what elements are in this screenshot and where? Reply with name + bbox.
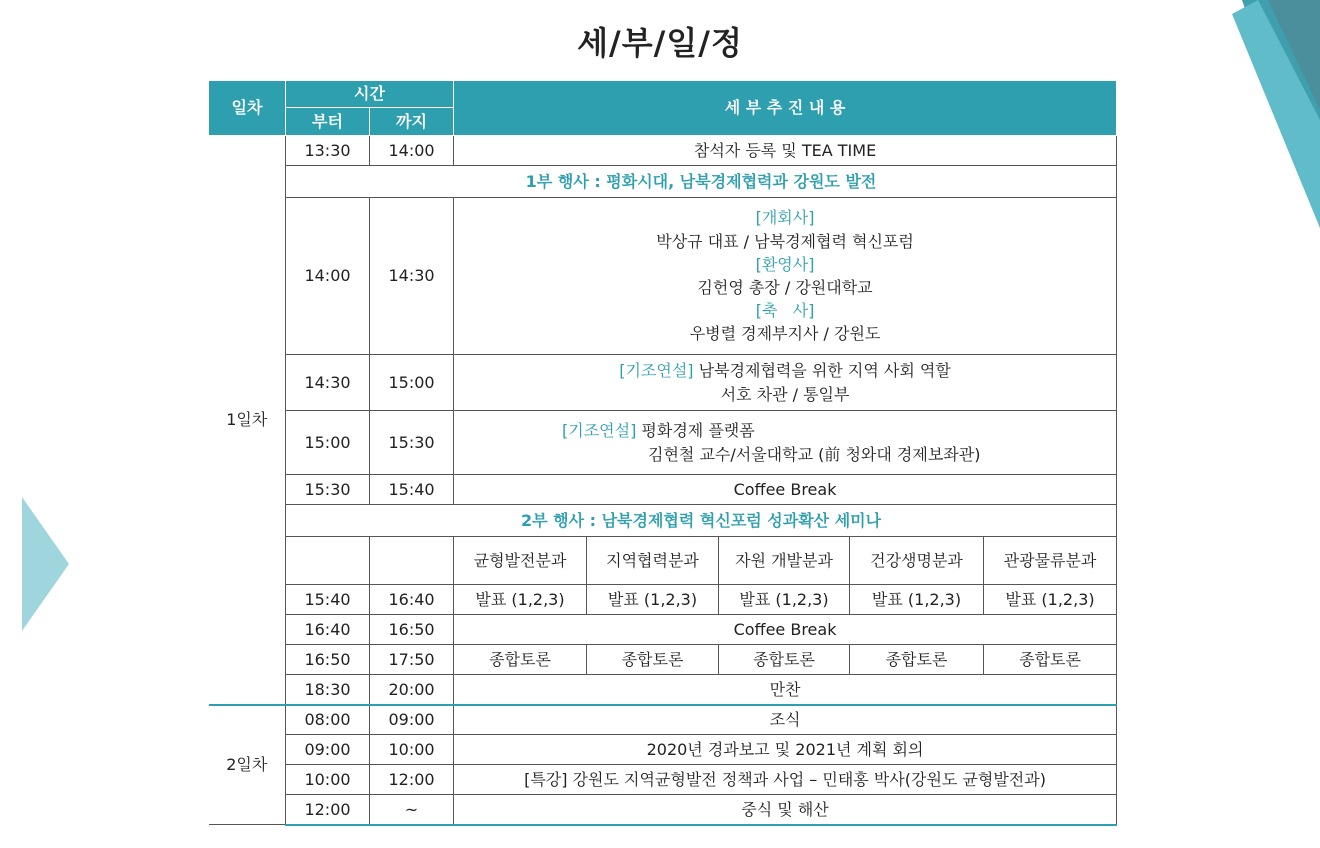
time-from: 18:30 <box>286 675 370 705</box>
time-to: 16:40 <box>370 585 454 615</box>
time-from: 15:30 <box>286 475 370 505</box>
table-row <box>209 411 1117 475</box>
row-content: 만찬 <box>454 675 1117 705</box>
segment-row <box>209 505 1117 537</box>
keynote-topic: 평화경제 플랫폼 <box>636 421 755 441</box>
time-to: ~ <box>370 795 454 825</box>
time-to: 15:30 <box>370 411 454 475</box>
subgroup-cell: 종합토론 <box>719 645 850 675</box>
day-label: 2일차 <box>209 705 286 825</box>
time-from: 12:00 <box>286 795 370 825</box>
keynote-tag: [기조연설] <box>619 361 694 381</box>
table-row <box>209 615 1117 645</box>
row-content: 중식 및 해산 <box>454 795 1117 825</box>
time-to: 12:00 <box>370 765 454 795</box>
program-speaker: 우병렬 경제부지사 / 강원도 <box>689 324 881 344</box>
table-row <box>209 198 1117 355</box>
table-row <box>209 705 1117 735</box>
row-content: 조식 <box>454 705 1117 735</box>
segment-title: 1부 행사 : 평화시대, 남북경제협력과 강원도 발전 <box>286 166 1117 198</box>
subgroup-name: 균형발전분과 <box>454 537 587 585</box>
row-content: 2020년 경과보고 및 2021년 계획 회의 <box>454 735 1117 765</box>
time-from: 16:50 <box>286 645 370 675</box>
subgroup-cell: 종합토론 <box>454 645 587 675</box>
keynote-speaker: 김현철 교수/서울대학교 (前 청와대 경제보좌관) <box>648 444 981 464</box>
header-from: 부터 <box>286 108 370 136</box>
time-from: 09:00 <box>286 735 370 765</box>
subgroup-cell: 종합토론 <box>850 645 984 675</box>
keynote-1 <box>454 355 1117 411</box>
table-row <box>209 355 1117 411</box>
time-to: 16:50 <box>370 615 454 645</box>
table-row <box>209 475 1117 505</box>
subgroup-name: 지역협력분과 <box>587 537 719 585</box>
time-to: 15:40 <box>370 475 454 505</box>
header-to: 까지 <box>370 108 454 136</box>
program-tag: [환영사] <box>755 254 815 274</box>
table-row <box>209 645 1117 675</box>
keynote-2 <box>454 411 1117 475</box>
page-title: 세/부/일/정 <box>577 24 743 62</box>
subgroup-cell: 발표 (1,2,3) <box>719 585 850 615</box>
program-speaker: 김헌영 총장 / 강원대학교 <box>697 278 873 297</box>
decor-left-triangle <box>22 497 70 631</box>
row-content: Coffee Break <box>454 475 1117 505</box>
table-row <box>209 136 1117 166</box>
subgroup-row <box>209 537 1117 585</box>
subgroup-cell: 발표 (1,2,3) <box>984 585 1117 615</box>
segment-row <box>209 166 1117 198</box>
subgroup-cell: 발표 (1,2,3) <box>454 585 587 615</box>
schedule-table <box>208 80 1117 826</box>
header-day: 일차 <box>209 81 286 136</box>
time-to-empty <box>370 537 454 585</box>
program-tag: [개회사] <box>755 208 815 228</box>
header-time: 시간 <box>286 81 454 108</box>
time-from: 10:00 <box>286 765 370 795</box>
keynote-speaker: 서호 차관 / 통일부 <box>720 384 850 404</box>
row-content: 참석자 등록 및 TEA TIME <box>454 136 1117 166</box>
table-row <box>209 735 1117 765</box>
program-tag: [축 사] <box>755 301 815 321</box>
row-content: Coffee Break <box>454 615 1117 645</box>
time-from: 13:30 <box>286 136 370 166</box>
time-to: 20:00 <box>370 675 454 705</box>
time-to: 14:00 <box>370 136 454 166</box>
table-row <box>209 795 1117 825</box>
time-from: 14:30 <box>286 355 370 411</box>
table-row <box>209 675 1117 705</box>
keynote-topic: 남북경제협력을 위한 지역 사회 역할 <box>693 361 951 381</box>
subgroup-cell: 발표 (1,2,3) <box>850 585 984 615</box>
time-from: 16:40 <box>286 615 370 645</box>
table-row <box>209 765 1117 795</box>
opening-program <box>454 198 1117 355</box>
time-to: 09:00 <box>370 705 454 735</box>
time-from-empty <box>286 537 370 585</box>
subgroup-cell: 종합토론 <box>587 645 719 675</box>
program-speaker: 박상규 대표 / 남북경제협력 혁신포럼 <box>656 231 914 251</box>
time-from: 15:40 <box>286 585 370 615</box>
segment-title: 2부 행사 : 남북경제협력 혁신포럼 성과확산 세미나 <box>286 505 1117 537</box>
subgroup-name: 건강생명분과 <box>850 537 984 585</box>
time-to: 17:50 <box>370 645 454 675</box>
keynote-tag: [기조연설] <box>562 421 637 441</box>
day-label: 1일차 <box>209 136 286 705</box>
row-content: [특강] 강원도 지역균형발전 정책과 사업 – 민태홍 박사(강원도 균형발전과) <box>454 765 1117 795</box>
header-content: 세 부 추 진 내 용 <box>454 81 1117 136</box>
time-to: 10:00 <box>370 735 454 765</box>
time-to: 14:30 <box>370 198 454 355</box>
subgroup-cell: 발표 (1,2,3) <box>587 585 719 615</box>
table-row <box>209 585 1117 615</box>
time-from: 14:00 <box>286 198 370 355</box>
subgroup-name: 자원 개발분과 <box>719 537 850 585</box>
time-from: 15:00 <box>286 411 370 475</box>
header-row-1 <box>209 81 1117 108</box>
time-to: 15:00 <box>370 355 454 411</box>
subgroup-name: 관광물류분과 <box>984 537 1117 585</box>
time-from: 08:00 <box>286 705 370 735</box>
subgroup-cell: 종합토론 <box>984 645 1117 675</box>
